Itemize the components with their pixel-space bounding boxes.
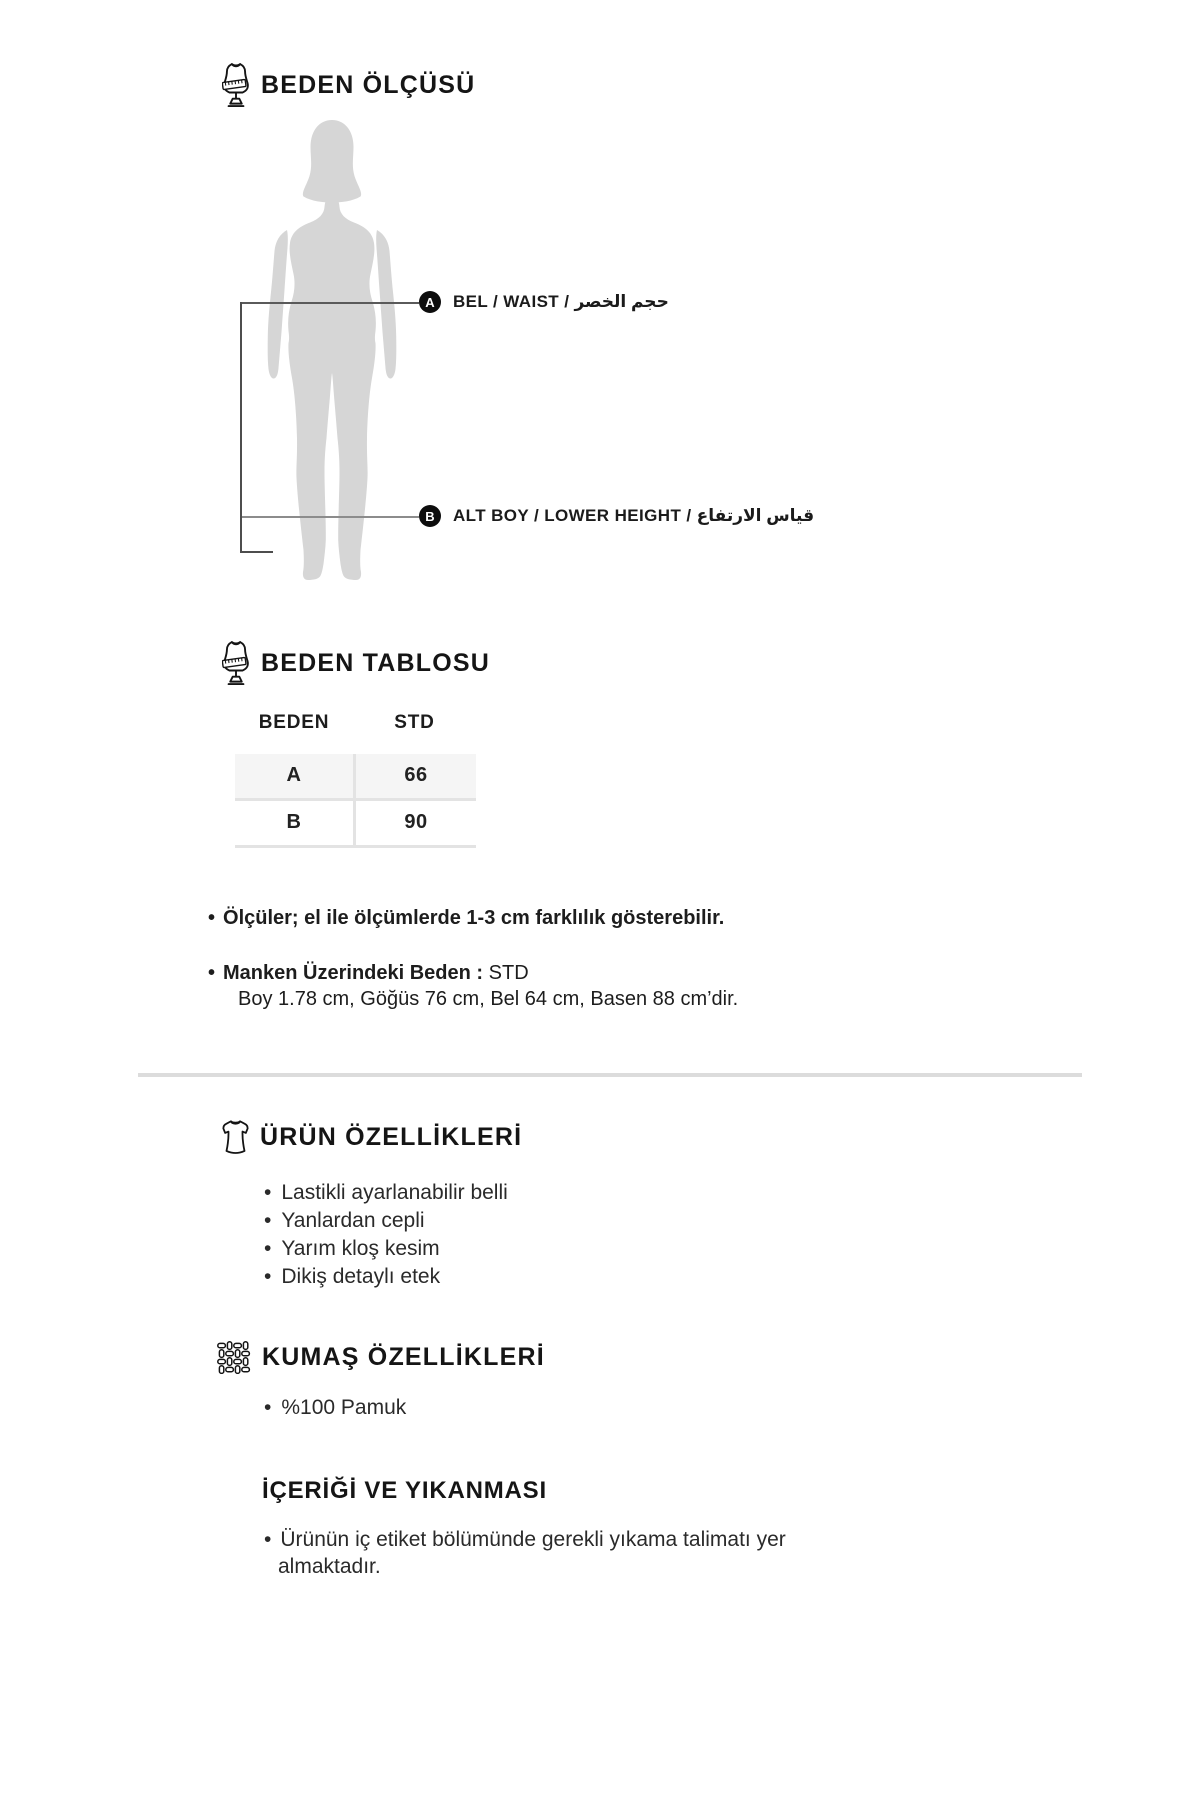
size-table-title: BEDEN TABLOSU	[261, 649, 491, 677]
row-label: A	[235, 754, 356, 798]
list-item: • %100 Pamuk	[264, 1394, 406, 1421]
list-item: • Dikiş detaylı etek	[264, 1263, 508, 1291]
section-divider	[138, 1073, 1082, 1077]
washing-note-line: almaktadır.	[278, 1555, 381, 1578]
measure-a-label: BEL / WAIST / حجم الخصر	[453, 292, 669, 311]
column-header-beden: BEDEN	[258, 712, 330, 733]
note-model-measurements: Boy 1.78 cm, Göğüs 76 cm, Bel 64 cm, Basen 88 cm’dir.	[238, 988, 739, 1010]
product-features-title: ÜRÜN ÖZELLİKLERİ	[260, 1122, 523, 1151]
list-item: • Yanlardan cepli	[264, 1207, 508, 1235]
tshirt-icon	[222, 1119, 249, 1155]
table-row	[235, 754, 476, 801]
mannequin-icon	[222, 62, 250, 109]
list-item: • Yarım kloş kesim	[264, 1235, 508, 1263]
note-model-size	[208, 960, 738, 986]
size-guide-title: BEDEN ÖLÇÜSÜ	[261, 71, 476, 99]
model-size-note	[208, 960, 738, 1013]
column-header-std: STD	[394, 712, 435, 733]
note-tolerance: • Ölçüler; el ile ölçümlerde 1-3 cm farklılık gösterebilir.	[208, 905, 724, 931]
note-model-size-label: Manken Üzerindeki Beden :	[223, 962, 484, 984]
washing-note	[264, 1526, 786, 1580]
measure-b-label: ALT BOY / LOWER HEIGHT / قياس الارتفاع	[453, 506, 815, 525]
washing-heading	[262, 1477, 547, 1505]
fabric-features-title: KUMAŞ ÖZELLİKLERİ	[262, 1343, 545, 1371]
note-model-size-value: STD	[488, 962, 529, 984]
row-value: 66	[404, 764, 428, 786]
waist-leader-line	[242, 302, 419, 304]
mannequin-icon	[222, 640, 250, 687]
size-table	[235, 708, 476, 848]
measurement-note	[208, 905, 724, 931]
lower-height-leader-line	[242, 516, 419, 518]
washing-note-line: • Ürünün iç etiket bölümünde gerekli yıkama talimatı yer	[264, 1526, 786, 1553]
size-table-header	[235, 708, 476, 738]
size-guide-heading	[222, 62, 475, 109]
measure-a-badge: A	[419, 291, 441, 313]
row-label: B	[235, 801, 356, 845]
size-table-heading	[222, 640, 490, 687]
list-item: • Lastikli ayarlanabilir belli	[264, 1179, 508, 1207]
product-features-heading	[222, 1119, 522, 1155]
product-features-list	[264, 1179, 508, 1291]
fabric-features-heading	[216, 1341, 545, 1374]
fabric-weave-icon	[216, 1341, 251, 1374]
fabric-features-list	[264, 1394, 406, 1421]
table-row	[235, 801, 476, 848]
measure-b-badge: B	[419, 505, 441, 527]
row-value: 90	[404, 811, 428, 833]
bracket-foot-line	[240, 551, 273, 553]
washing-title: İÇERİĞİ VE YIKANMASI	[262, 1477, 547, 1504]
